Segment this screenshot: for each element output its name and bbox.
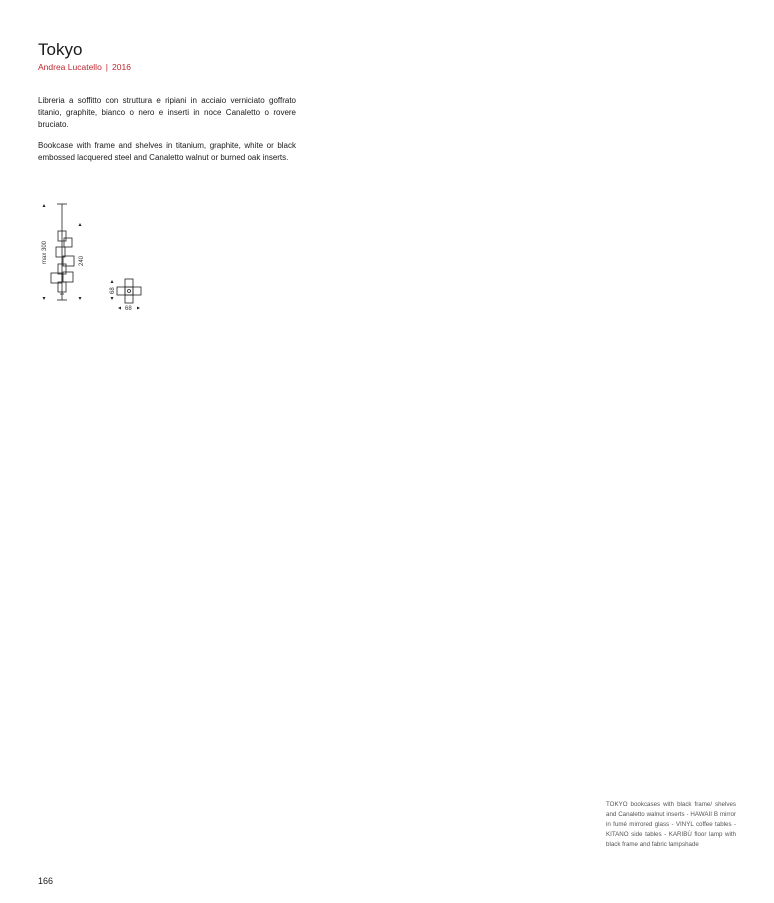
plan-arm-right bbox=[133, 287, 141, 295]
dimension-arrow-top bbox=[43, 204, 46, 207]
separator: | bbox=[105, 62, 109, 72]
dimension-arrow-left bbox=[118, 307, 121, 310]
plan-arm-left bbox=[117, 287, 125, 295]
shelf-box bbox=[64, 238, 72, 247]
dimension-arrow-bottom bbox=[79, 297, 82, 300]
plan-arm-bottom bbox=[125, 295, 133, 303]
dimension-arrow-bottom bbox=[111, 297, 114, 300]
shelf-box bbox=[63, 272, 73, 282]
dimension-arrow-bottom bbox=[43, 297, 46, 300]
designer-name: Andrea Lucatello bbox=[38, 62, 102, 72]
design-year: 2016 bbox=[112, 62, 131, 72]
technical-drawing-svg bbox=[30, 200, 150, 315]
description-italian: Libreria a soffitto con struttura e ripiani in acciaio verniciato goffrato titanio, graphite, bianco o nero e inserti in noce Canaletto o rovere bruciato. bbox=[38, 96, 296, 129]
max-height-dimension bbox=[42, 204, 48, 300]
page-number: 166 bbox=[38, 876, 54, 886]
photo-caption: TOKYO bookcases with black frame/ shelves and Canaletto walnut inserts - HAWAII B mirror in fumé mirrored glass - VINYL coffee tables - KITANO side tables - KARIBÙ floor lamp with black frame and fabric lampshade bbox=[606, 801, 736, 848]
description-english: Bookcase with frame and shelves in titanium, graphite, white or black embossed lacquered steel and Canaletto walnut or burned oak inserts. bbox=[38, 141, 296, 162]
plan-view bbox=[117, 279, 141, 303]
product-title: Tokyo bbox=[38, 40, 83, 59]
plan-center bbox=[125, 287, 133, 295]
plan-arm-top bbox=[125, 279, 133, 287]
dimension-arrow-top bbox=[111, 280, 114, 283]
max-height-label: max 300 bbox=[42, 240, 48, 264]
plan-width-label: 68 bbox=[125, 306, 132, 312]
designer-line bbox=[38, 62, 131, 72]
height-label: 240 bbox=[79, 255, 85, 266]
dimension-arrow-top bbox=[79, 223, 82, 226]
shelf-box bbox=[63, 256, 74, 266]
height-dimension bbox=[79, 223, 86, 300]
plan-depth-label: 68 bbox=[110, 287, 116, 294]
shelf-box bbox=[51, 273, 62, 283]
bookcase-elevation bbox=[51, 204, 74, 300]
technical-drawing bbox=[30, 200, 150, 320]
shelf-box bbox=[56, 247, 65, 257]
dimension-arrow-right bbox=[137, 307, 140, 310]
plan-pole bbox=[128, 290, 131, 293]
